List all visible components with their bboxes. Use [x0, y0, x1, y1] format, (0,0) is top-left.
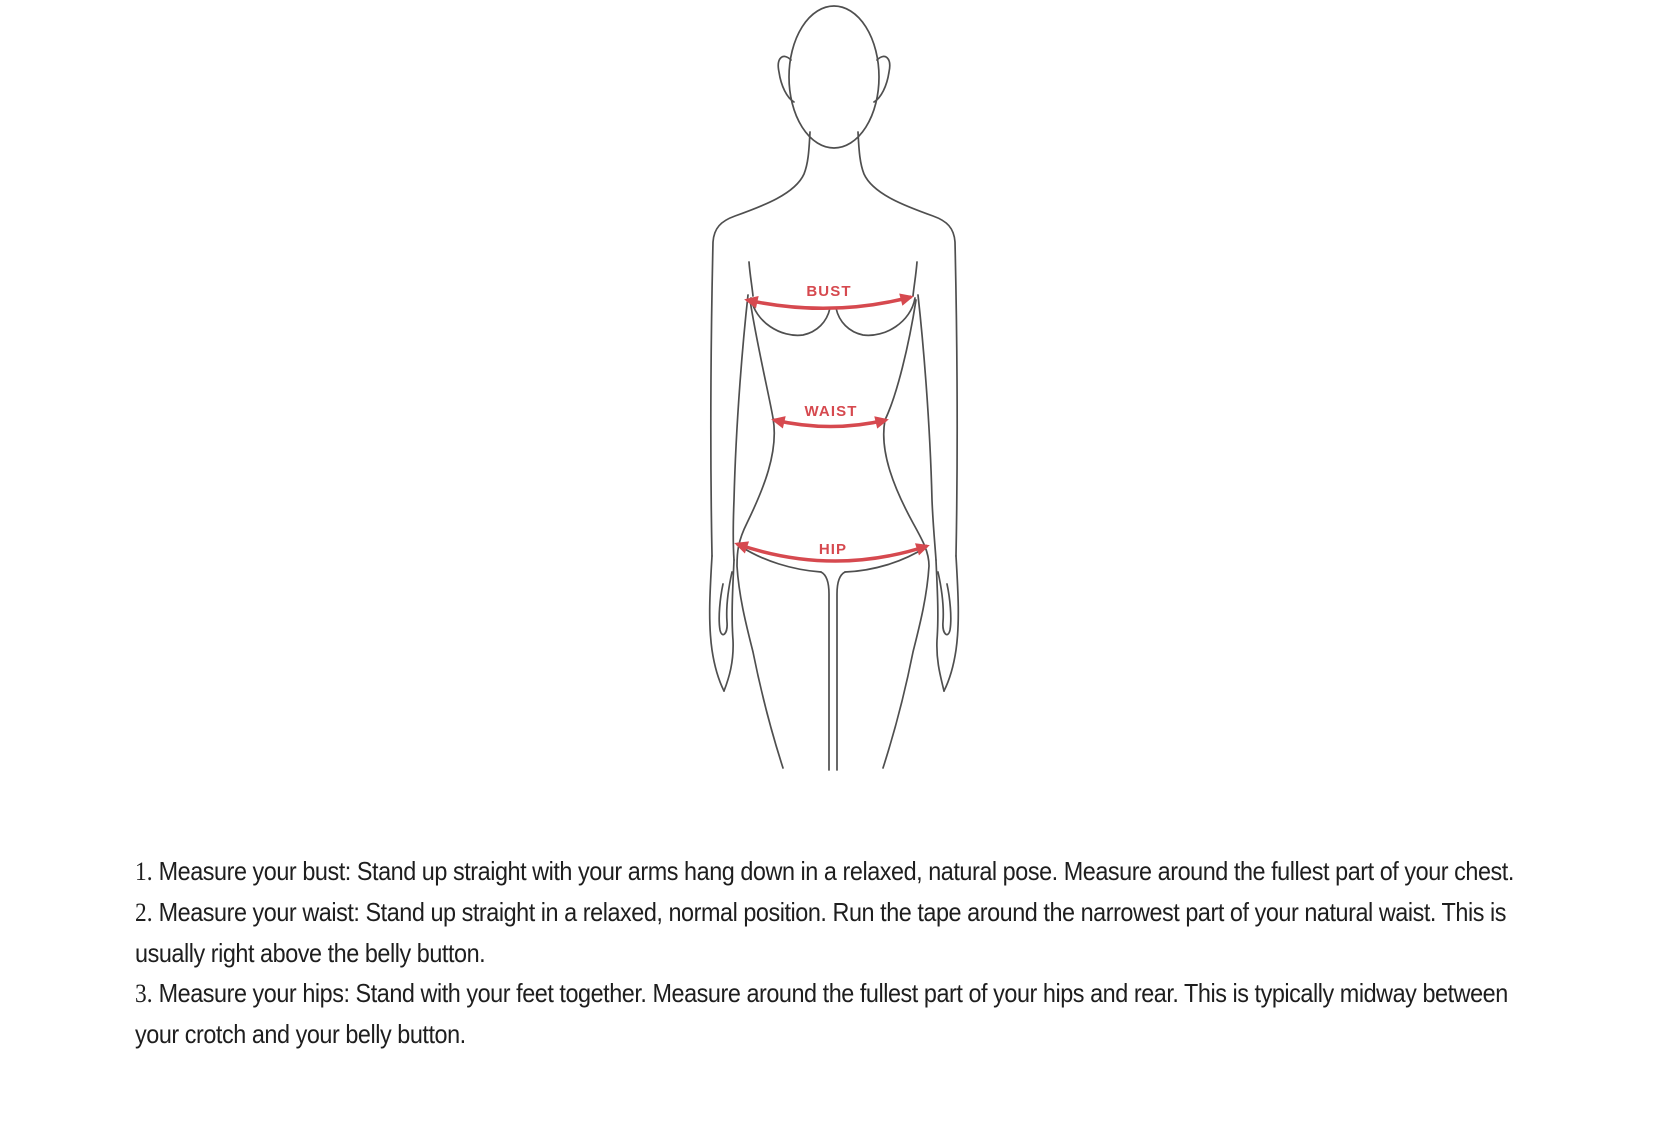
- left-inner-arm-outline: [733, 295, 748, 560]
- hip-label: HIP: [818, 541, 848, 558]
- right-thumb-outline: [938, 572, 951, 635]
- right-ear-outline: [874, 56, 890, 102]
- instruction-item: [135, 851, 1517, 892]
- instruction-number: 1.: [135, 857, 153, 886]
- left-ear-outline: [778, 56, 794, 102]
- measurement-instructions: [135, 851, 1517, 1054]
- bust-label: BUST: [806, 283, 852, 300]
- body-outline: [710, 6, 959, 770]
- right-torso-leg-outline: [883, 300, 929, 768]
- head-outline: [789, 6, 879, 148]
- instruction-item: [135, 973, 1517, 1054]
- left-chest-edge: [749, 262, 753, 296]
- instruction-number: 3.: [135, 979, 153, 1008]
- body-measurement-figure: [633, 0, 1033, 790]
- instruction-number: 2.: [135, 898, 153, 927]
- measurement-lines: [737, 297, 927, 561]
- left-hand-outline: [710, 556, 724, 691]
- waist-measure-line: [774, 420, 886, 427]
- left-inner-leg-outline: [821, 572, 829, 770]
- right-inner-leg-outline: [837, 572, 845, 770]
- waist-label: WAIST: [804, 403, 858, 420]
- right-inner-arm-outline: [918, 295, 936, 560]
- right-chest-edge: [913, 262, 917, 296]
- instruction-text: Measure your bust: Stand up straight with your arms hang down in a relaxed, natural pose. Measure around the fullest part of your chest.: [158, 856, 1514, 886]
- instruction-text: Measure your waist: Stand up straight in a relaxed, normal position. Run the tape around the narrowest part of your natural waist. This is usually right above the belly button.: [135, 897, 1507, 968]
- left-torso-leg-outline: [737, 300, 783, 768]
- instruction-item: [135, 892, 1517, 973]
- left-thumb-outline: [719, 572, 732, 635]
- body-measurement-diagram: [633, 0, 1033, 790]
- left-hand-inner-outline: [724, 560, 734, 691]
- instruction-text: Measure your hips: Stand with your feet together. Measure around the fullest part of your hips and rear. This is typically midway between your crotch and your belly button.: [135, 978, 1508, 1049]
